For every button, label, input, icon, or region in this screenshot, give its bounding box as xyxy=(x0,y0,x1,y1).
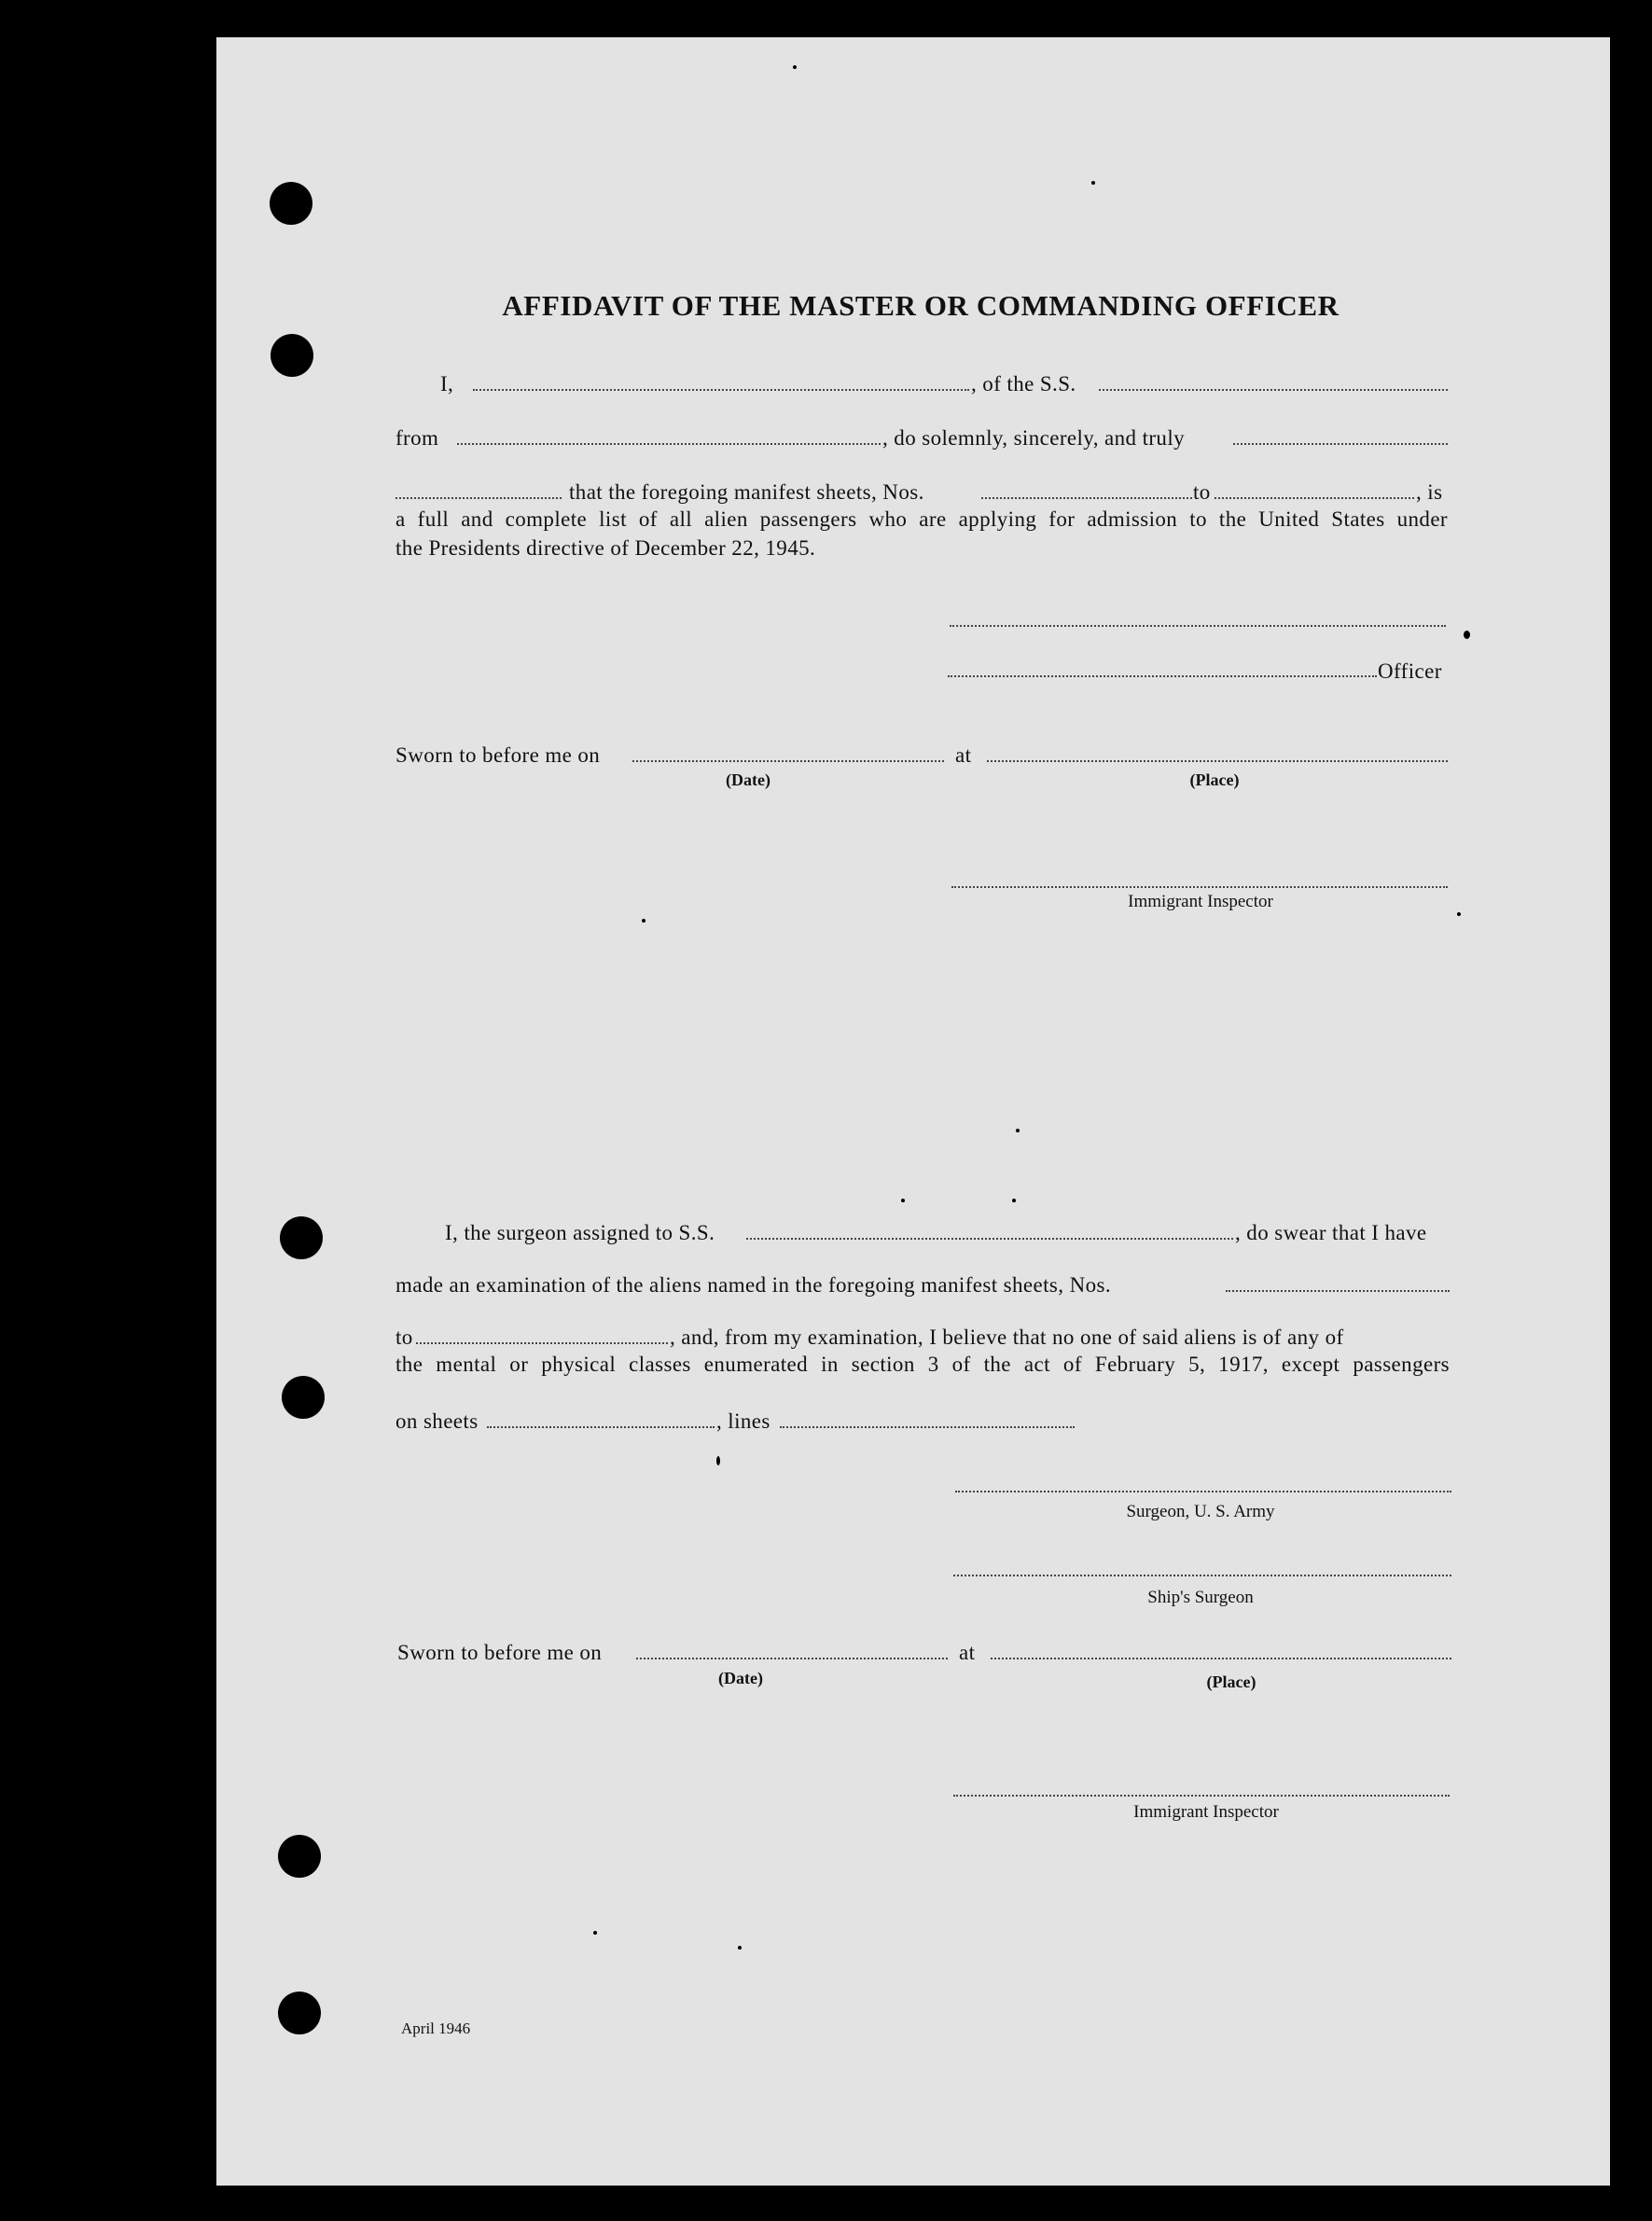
solemnly-text: , do solemnly, sincerely, and truly xyxy=(882,426,1186,450)
list-text-line1: a full and complete list of all alien passengers who are applying for admission to the United States under xyxy=(396,507,1448,531)
punch-hole xyxy=(271,334,313,377)
of-ss-label: , of the S.S. xyxy=(971,372,1076,396)
speck xyxy=(642,919,646,923)
punch-hole xyxy=(270,182,312,225)
foregoing-sheets-text: that the foregoing manifest sheets, Nos. xyxy=(569,480,924,504)
speck xyxy=(1464,631,1470,639)
sworn-label: Sworn to before me on xyxy=(396,743,601,767)
date-caption-surgeon: (Date) xyxy=(718,1669,763,1687)
army-surgeon-caption: Surgeon, U. S. Army xyxy=(1126,1502,1275,1521)
punch-hole xyxy=(278,1992,321,2034)
form-date-footer: April 1946 xyxy=(401,2020,471,2037)
on-sheets-label: on sheets xyxy=(396,1409,479,1433)
surgeon-assigned-text: I, the surgeon assigned to S.S. xyxy=(445,1221,715,1244)
sworn-date-field[interactable] xyxy=(632,760,944,762)
i-label: I, xyxy=(440,372,454,396)
master-signature-field[interactable] xyxy=(950,625,1446,627)
lines-exception-field[interactable] xyxy=(780,1426,1075,1428)
surgeon-inspector-signature-field[interactable] xyxy=(953,1795,1450,1797)
ship-name-field[interactable] xyxy=(1099,389,1448,391)
to-label-surgeon: to xyxy=(396,1326,413,1349)
swear-text: , do swear that I have xyxy=(1235,1221,1427,1244)
punch-hole xyxy=(282,1376,325,1419)
speck xyxy=(901,1199,905,1202)
surgeon-ship-field[interactable] xyxy=(746,1238,1233,1240)
place-caption-surgeon: (Place) xyxy=(1206,1673,1256,1691)
mental-classes-text: the mental or physical classes enumerated in section 3 of the act of February 5, 1917, except passengers xyxy=(396,1353,1450,1376)
lines-label: , lines xyxy=(716,1409,770,1433)
form-title: AFFIDAVIT OF THE MASTER OR COMMANDING OFFICER xyxy=(502,289,1340,322)
exam-to-field[interactable] xyxy=(416,1342,668,1344)
oath-field[interactable] xyxy=(1233,443,1448,445)
inspector-caption: Immigrant Inspector xyxy=(1128,892,1273,911)
speck xyxy=(593,1931,597,1935)
ships-surgeon-signature-field[interactable] xyxy=(953,1575,1451,1576)
speck xyxy=(1016,1129,1020,1132)
speck xyxy=(738,1946,742,1950)
speck xyxy=(1457,912,1461,916)
surgeon-inspector-caption: Immigrant Inspector xyxy=(1133,1802,1279,1822)
inspector-signature-field[interactable] xyxy=(951,886,1448,888)
sworn-label-surgeon: Sworn to before me on xyxy=(397,1641,603,1664)
master-name-field[interactable] xyxy=(473,389,969,391)
sworn-place-field[interactable] xyxy=(987,760,1448,762)
surgeon-sworn-place-field[interactable] xyxy=(991,1658,1451,1659)
officer-label: Officer xyxy=(1378,659,1442,683)
ships-surgeon-caption: Ship's Surgeon xyxy=(1147,1588,1254,1607)
list-text-line2: the Presidents directive of December 22, 1945. xyxy=(396,536,816,560)
affidavit-page xyxy=(216,37,1610,2186)
at-label: at xyxy=(955,743,972,767)
officer-signature-field[interactable] xyxy=(948,675,1377,677)
from-port-field[interactable] xyxy=(457,443,881,445)
date-caption: (Date) xyxy=(726,770,770,789)
sheet-from-field[interactable] xyxy=(981,497,1192,499)
to-label: to xyxy=(1193,480,1211,504)
punch-hole xyxy=(280,1216,323,1259)
speck xyxy=(793,65,797,69)
and-from-text: , and, from my examination, I believe that no one of said aliens is of any of xyxy=(670,1326,1344,1349)
sheets-exception-field[interactable] xyxy=(487,1426,715,1428)
made-exam-text: made an examination of the aliens named in the foregoing manifest sheets, Nos. xyxy=(396,1273,1111,1297)
speck xyxy=(1091,181,1095,185)
is-label: , is xyxy=(1416,480,1443,504)
sheet-to-field[interactable] xyxy=(1215,497,1414,499)
place-caption: (Place) xyxy=(1189,770,1240,789)
from-label: from xyxy=(396,426,439,450)
punch-hole xyxy=(278,1835,321,1878)
surgeon-sworn-date-field[interactable] xyxy=(636,1658,948,1659)
exam-sheets-field[interactable] xyxy=(1226,1290,1450,1292)
army-surgeon-signature-field[interactable] xyxy=(955,1491,1451,1492)
at-label-surgeon: at xyxy=(959,1641,976,1664)
speck xyxy=(1012,1199,1016,1202)
speck xyxy=(716,1456,720,1465)
oath-field-continued[interactable] xyxy=(396,497,562,499)
